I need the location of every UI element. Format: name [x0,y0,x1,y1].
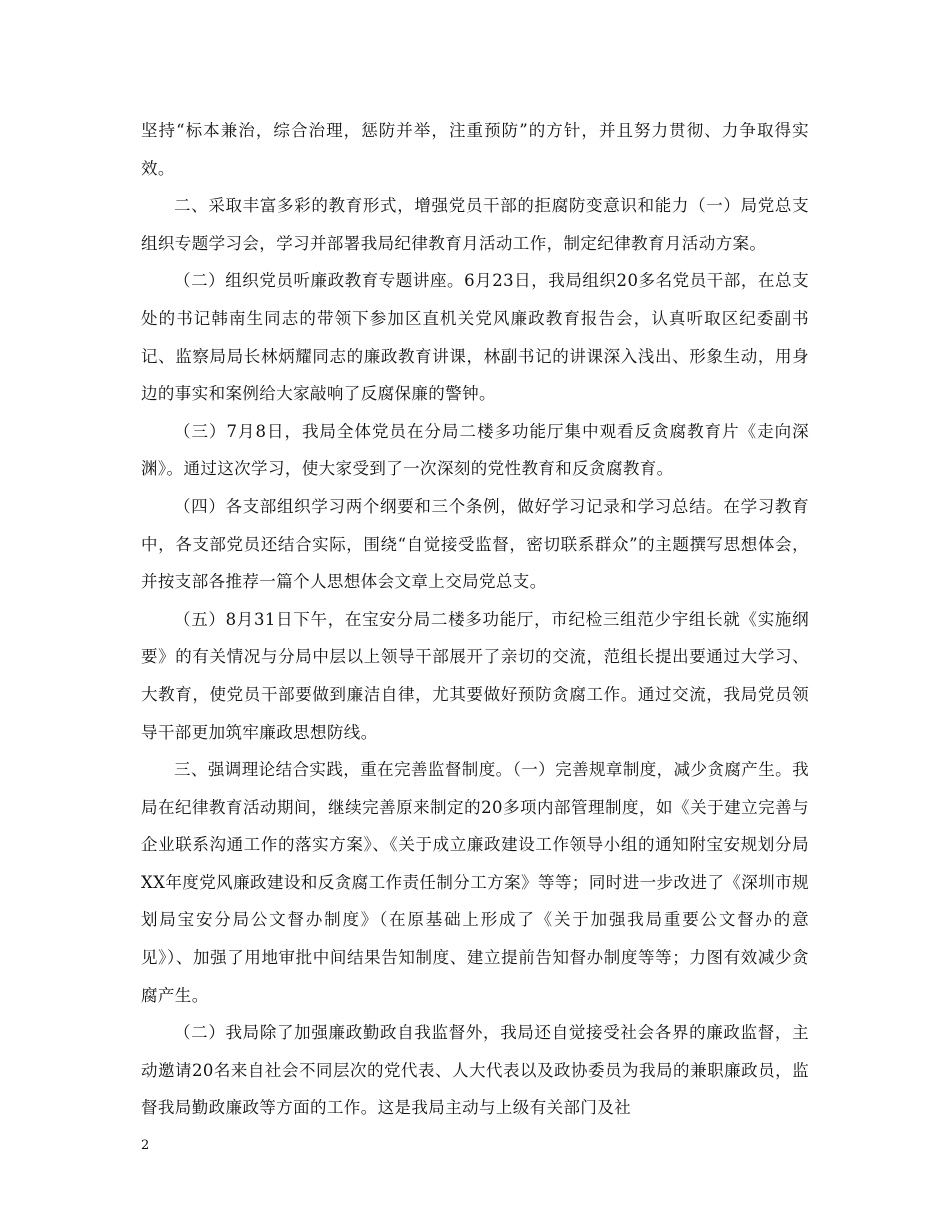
paragraph-6: （五）8月31日下午，在宝安分局二楼多功能厅，市纪检三组范少宇组长就《实施纲要》的有关情况与分局中层以上领导干部展开了亲切的交流，范组长提出要通过大学习、大教育，使党员干部要做到廉洁自律，尤其要做好预防贪腐工作。通过交流，我局党员领导干部更加筑牢廉政思想防线。 [141,609,809,742]
paragraph-2: 二、采取丰富多彩的教育形式，增强党员干部的拒腐防变意识和能力（一）局党总支组织专题学习会，学习并部署我局纪律教育月活动工作，制定纪律教育月活动方案。 [141,196,809,253]
paragraph-5: （四）各支部组织学习两个纲要和三个条例，做好学习记录和学习总结。在学习教育中，各支部党员还结合实际，围绕“自觉接受监督，密切联系群众”的主题撰写思想体会，并按支部各推荐一篇个人思想体会文章上交局党总支。 [141,496,809,592]
page-number: 2 [141,1138,150,1153]
paragraph-3: （二）组织党员听廉政教育专题讲座。6月23日，我局组织20多名党员干部，在总支处的书记韩南生同志的带领下参加区直机关党风廉政教育报告会，认真听取区纪委副书记、监察局局长林炳耀同志的廉政教育讲课，林副书记的讲课深入浅出、形象生动，用身边的事实和案例给大家敲响了反腐保廉的警钟。 [141,271,809,404]
paragraph-8: （二）我局除了加强廉政勤政自我监督外，我局还自觉接受社会各界的廉政监督，主动邀请20名来自社会不同层次的党代表、人大代表以及政协委员为我局的兼职廉政员，监督我局勤政廉政等方面的工作。这是我局主动与上级有关部门及社 [141,1023,809,1118]
document-body [141,112,809,1127]
paragraph-1: 坚持“标本兼治，综合治理，惩防并举，注重预防”的方针，并且努力贯彻、力争取得实效。 [141,121,809,178]
paragraph-7: 三、强调理论结合实践，重在完善监督制度。（一）完善规章制度，减少贪腐产生。我局在纪律教育活动期间，继续完善原来制定的20多项内部管理制度，如《关于建立完善与企业联系沟通工作的落实方案》、《关于成立廉政建设工作领导小组的通知附宝安规划分局XX年度党风廉政建设和反贪腐工作责任制分工方案》等等；同时进一步改进了《深圳市规划局宝安分局公文督办制度》（在原基础上形成了《关于加强我局重要公文督办的意见》）、加强了用地审批中间结果告知制度、建立提前告知督办制度等等；力图有效减少贪腐产生。 [141,760,809,1005]
paragraph-4: （三）7月8日，我局全体党员在分局二楼多功能厅集中观看反贪腐教育片《走向深渊》。通过这次学习，使大家受到了一次深刻的党性教育和反贪腐教育。 [141,421,809,479]
